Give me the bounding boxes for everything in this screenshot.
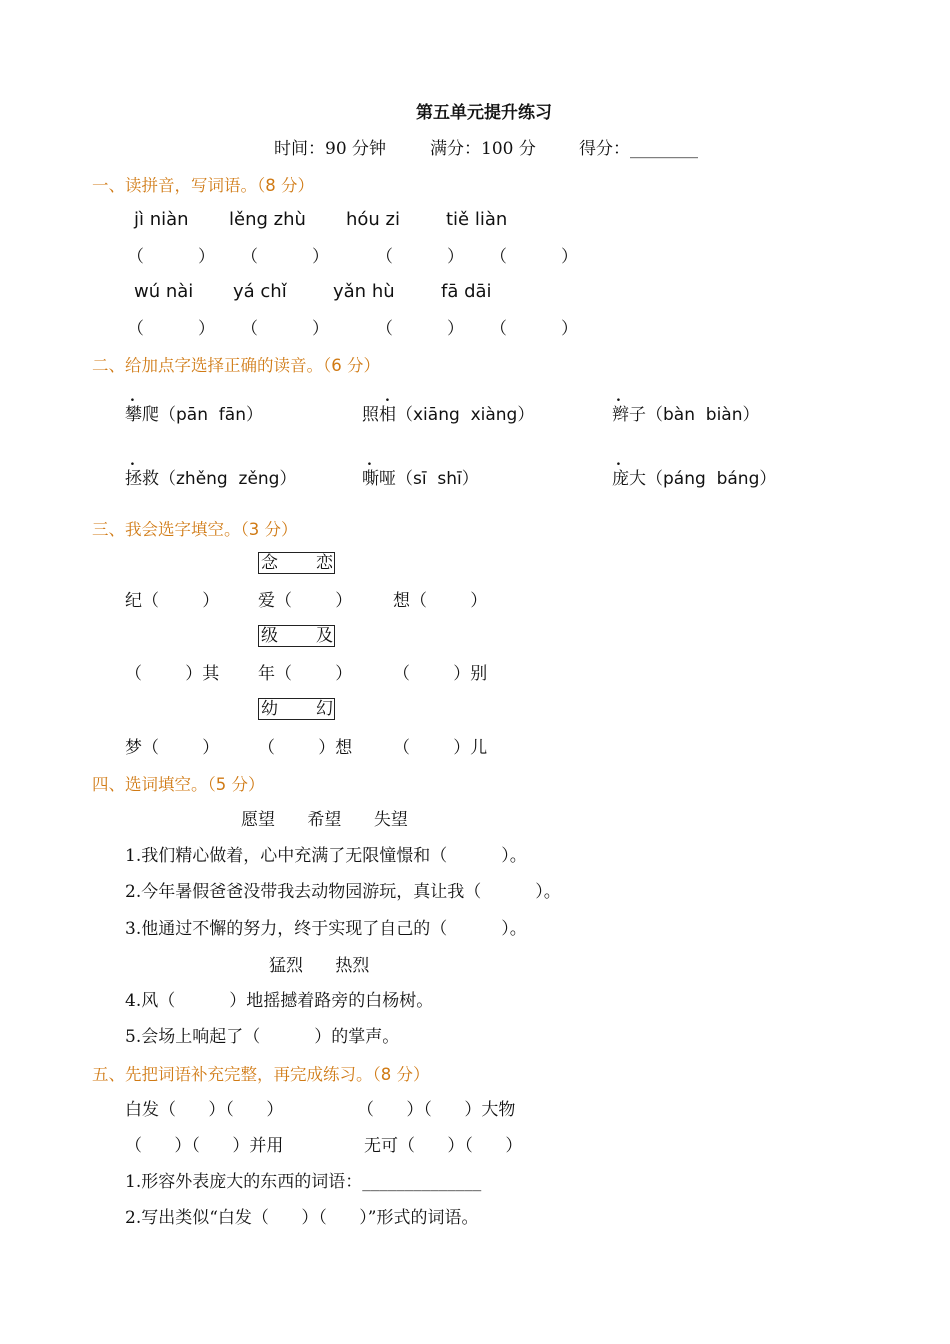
emphasis-dot: . bbox=[130, 389, 135, 405]
section-4-heading: 四、选词填空。（5 分） bbox=[92, 775, 265, 794]
answer-blank: （ ） bbox=[490, 247, 579, 267]
pinyin-choice: （bàn biàn） bbox=[646, 405, 760, 425]
idiom-blank: 白发（ ）（ ） bbox=[125, 1100, 284, 1120]
section-3-heading: 三、我会选字填空。（3 分） bbox=[92, 520, 298, 539]
question: 2.今年暑假爸爸没带我去动物园游玩，真让我（ ）。 bbox=[125, 882, 561, 902]
fill-item: （ ）别 bbox=[393, 664, 488, 684]
word: 辫子 bbox=[612, 405, 646, 425]
char-choice-box bbox=[258, 625, 335, 647]
char-option: 级 bbox=[261, 626, 278, 646]
pinyin-item: wú nài bbox=[134, 281, 194, 302]
answer-blank: （ ） bbox=[127, 247, 216, 267]
fill-item: 想（ ） bbox=[393, 591, 488, 611]
answer-blank: （ ） bbox=[241, 247, 330, 267]
answer-blank: （ ） bbox=[376, 247, 465, 267]
question: 1.我们精心做着，心中充满了无限憧憬和（ ）。 bbox=[125, 846, 527, 866]
question: 5.会场上响起了（ ）的掌声。 bbox=[125, 1027, 400, 1047]
pinyin-choice: （sī shī） bbox=[396, 469, 479, 489]
fill-item: 梦（ ） bbox=[125, 738, 220, 758]
char-option: 念 bbox=[261, 553, 278, 573]
question: 1.形容外表庞大的东西的词语：______________ bbox=[125, 1172, 482, 1192]
word-bank: 猛烈 热烈 bbox=[269, 956, 370, 976]
section-5-heading: 五、先把词语补充完整，再完成练习。（8 分） bbox=[92, 1065, 430, 1084]
full-score-info: 满分：100 分 bbox=[430, 139, 536, 159]
char-option: 幼 bbox=[261, 699, 278, 719]
emphasis-dot: . bbox=[130, 453, 135, 469]
char-option: 及 bbox=[316, 626, 333, 646]
pinyin-item: yá chǐ bbox=[233, 281, 287, 302]
word: 照相 bbox=[362, 405, 396, 425]
pinyin-item: lěng zhù bbox=[229, 209, 306, 230]
question: 4.风（ ）地摇撼着路旁的白杨树。 bbox=[125, 991, 434, 1011]
answer-blank: （ ） bbox=[490, 319, 579, 339]
fill-item: 爱（ ） bbox=[258, 591, 353, 611]
pinyin-item: hóu zi bbox=[346, 209, 400, 230]
word: 嘶哑 bbox=[362, 469, 396, 489]
idiom-blank: （ ）（ ）大物 bbox=[357, 1100, 516, 1120]
word: 攀爬 bbox=[125, 405, 159, 425]
pinyin-choice: （xiāng xiàng） bbox=[396, 405, 535, 425]
fill-item: 年（ ） bbox=[258, 664, 353, 684]
question: 2.写出类似“白发（ ）（ ）”形式的词语。 bbox=[125, 1208, 479, 1228]
section-1-heading: 一、读拼音，写词语。（8 分） bbox=[92, 176, 314, 195]
answer-blank: （ ） bbox=[376, 319, 465, 339]
char-option: 幻 bbox=[316, 699, 333, 719]
section-2-heading: 二、给加点字选择正确的读音。（6 分） bbox=[92, 356, 380, 375]
answer-blank: （ ） bbox=[127, 319, 216, 339]
fill-item: （ ）儿 bbox=[393, 738, 488, 758]
page-title: 第五单元提升练习 bbox=[416, 103, 552, 123]
question: 3.他通过不懈的努力，终于实现了自己的（ ）。 bbox=[125, 919, 527, 939]
emphasis-dot: . bbox=[385, 389, 390, 405]
pinyin-item: fā dāi bbox=[441, 281, 492, 302]
pinyin-choice: （páng báng） bbox=[646, 469, 777, 489]
emphasis-dot: . bbox=[616, 389, 621, 405]
pinyin-choice: （pān fān） bbox=[159, 405, 263, 425]
fill-item: （ ）其 bbox=[125, 664, 220, 684]
word-bank: 愿望 希望 失望 bbox=[241, 810, 408, 830]
pinyin-item: jì niàn bbox=[134, 209, 189, 230]
idiom-blank: （ ）（ ）并用 bbox=[125, 1136, 284, 1156]
pinyin-item: yǎn hù bbox=[333, 281, 395, 302]
pinyin-item: tiě liàn bbox=[446, 209, 508, 230]
fill-item: 纪（ ） bbox=[125, 591, 220, 611]
char-option: 恋 bbox=[316, 553, 333, 573]
pinyin-choice: （zhěng zěng） bbox=[159, 469, 297, 489]
emphasis-dot: . bbox=[367, 453, 372, 469]
char-choice-box bbox=[258, 552, 335, 574]
idiom-blank: 无可（ ）（ ） bbox=[364, 1136, 523, 1156]
word: 拯救 bbox=[125, 469, 159, 489]
char-choice-box bbox=[258, 698, 335, 720]
emphasis-dot: . bbox=[616, 453, 621, 469]
score-field: 得分：________ bbox=[579, 139, 698, 159]
time-info: 时间：90 分钟 bbox=[274, 139, 387, 159]
word: 庞大 bbox=[612, 469, 646, 489]
fill-item: （ ）想 bbox=[258, 738, 353, 758]
answer-blank: （ ） bbox=[241, 319, 330, 339]
